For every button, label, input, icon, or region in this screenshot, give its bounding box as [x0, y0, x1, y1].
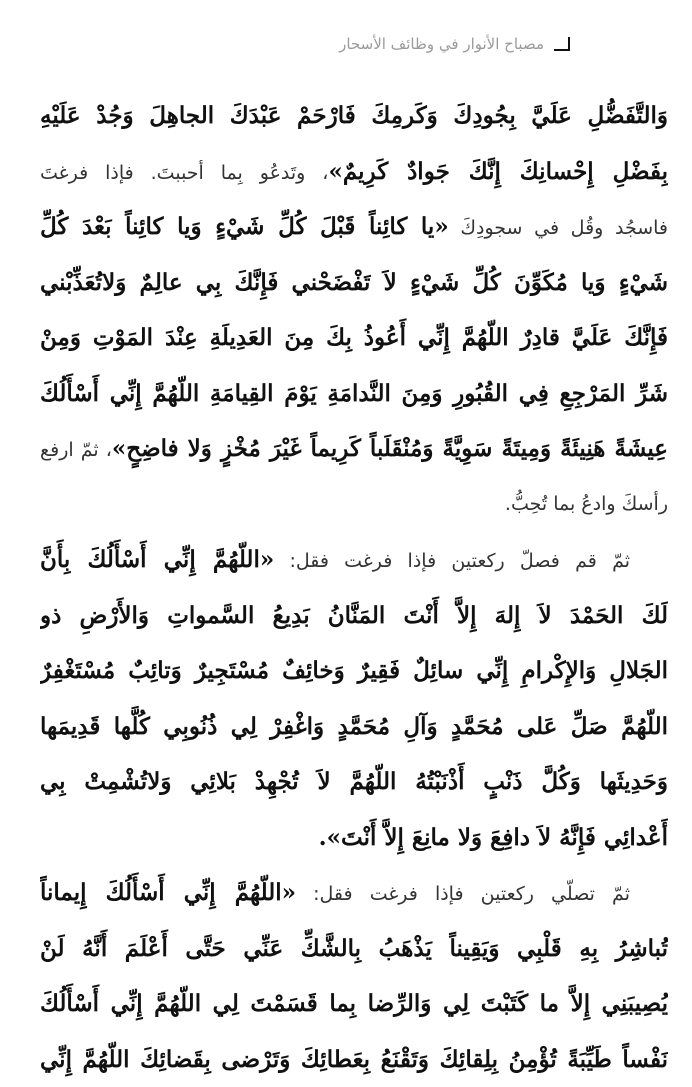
- text-line: [40, 532, 668, 588]
- page-header: [190, 30, 570, 58]
- text-line: [40, 421, 668, 477]
- instruction-text: فاسجُد وقُل في سجودِكَ: [449, 217, 668, 239]
- text-line: [40, 976, 668, 1032]
- page-body: [40, 88, 668, 1087]
- supplication-text: «يا كائِناً قَبْلَ كُلِّ شَيْءٍ وَيا كائِناً بَعْدَ كُلِّ: [40, 213, 449, 240]
- instruction-text: ، ثمّ ارفع: [40, 439, 112, 461]
- text-line: [40, 810, 668, 866]
- supplication-text: تُباشِرُ بِهِ قَلْبِي وَيَقِيناً يَذْهَبُ بِالشَّكِّ عَنِّي حَتَّى أَعْلَمَ أَنَّهُ لَنْ: [40, 935, 668, 962]
- instruction-text: رأسكَ وادعُ بما تُحِبُّ.: [505, 493, 668, 515]
- text-line: [40, 1032, 668, 1087]
- instruction-text: ثمّ قم فصلّ ركعتين فإذا فرغت فقل:: [274, 550, 630, 572]
- text-line: [40, 588, 668, 644]
- instruction-text: ، وتَدعُو بِما أحببتَ. فإذا فرغتَ: [40, 162, 328, 184]
- instruction-text: ثمّ تصلّي ركعتين فإذا فرغت فقل:: [296, 883, 630, 905]
- text-line: [40, 477, 668, 533]
- supplication-text: «اللّهُمَّ إِنِّي أَسْأَلُكَ بِأَنَّ: [40, 546, 274, 573]
- supplication-text: وَالتَّفَضُّلِ عَلَيَّ بِجُودِكَ وَكَرمِكَ فَارْحَمْ عَبْدَكَ الجاهِلَ وَجُدْ عَلَيْهِ: [40, 102, 668, 129]
- text-line: [40, 88, 668, 144]
- text-line: [40, 366, 668, 422]
- supplication-text: اللّهُمَّ صَلِّ عَلى مُحَمَّدٍ وَآلِ مُحَمَّدٍ وَاغْفِرْ لِي ذُنُوبِي كُلَّها قَدِيمَها: [40, 713, 668, 740]
- paragraph: [40, 865, 668, 1087]
- supplication-text: الجَلالِ وَالإِكْرامِ إِنِّي سائِلٌ فَقِيرٌ وَخائِفٌ مُسْتَجِيرٌ وَتائِبٌ مُسْتَغْفِرٌ: [40, 657, 668, 684]
- text-line: [40, 699, 668, 755]
- paragraph: [40, 88, 668, 532]
- supplication-text: بِفَضْلِ إِحْسانِكَ إِنَّكَ جَوادٌ كَرِيمٌ»: [328, 158, 668, 185]
- text-line: [40, 144, 668, 200]
- supplication-text: فَإِنَّكَ عَلَيَّ قادِرٌ اللّهُمَّ إِنِّي أَعُوذُ بِكَ مِنَ العَدِيلَةِ عِنْدَ المَوْتِ وَمِنْ: [40, 324, 668, 351]
- supplication-text: نَفْساً طَيِّبَةً تُؤْمِنُ بِلِقائِكَ وَتَقْنَعُ بِعَطائِكَ وَتَرْضى بِقَضائِكَ اللّهُمَّ إِنِّي: [40, 1046, 668, 1073]
- supplication-text: لَكَ الحَمْدَ لاَ إِلهَ إِلاَّ أَنْتَ المَنَّانُ بَدِيعُ السَّمواتِ وَالأَرْضِ ذو: [40, 602, 668, 629]
- text-line: [40, 865, 668, 921]
- supplication-text: شَرِّ المَرْجِعِ فِي القُبُورِ وَمِنَ النَّدامَةِ يَوْمَ القِيامَةِ اللّهُمَّ إِنِّي أَسْأَلُكَ: [40, 380, 668, 407]
- text-line: [40, 199, 668, 255]
- supplication-text: أَعْدائِي فَإِنَّهُ لاَ دافِعَ وَلا مانِعَ إِلاَّ أَنْتَ».: [319, 824, 668, 851]
- supplication-text: يُصِيبَنِي إِلاَّ ما كَتَبْتَ لِي وَالرِّضا بِما قَسَمْتَ لِي اللّهُمَّ إِنِّي أَسْأَلُكَ: [40, 990, 668, 1017]
- supplication-text: «اللّهُمَّ إِنِّي أَسْأَلُكَ إِيماناً: [40, 879, 296, 906]
- text-line: [40, 310, 668, 366]
- supplication-text: شَيْءٍ وَيا مُكَوِّنَ كُلِّ شَيْءٍ لاَ تَفْضَحْني فَإِنَّكَ بِي عالِمٌ وَلاتُعَذِّبْني: [40, 269, 668, 296]
- text-line: [40, 754, 668, 810]
- supplication-text: عِيشَةً هَنِيئَةً وَمِيتَةً سَوِيَّةً وَمُنْقَلَباً كَرِيماً غَيْرَ مُخْزٍ وَلا فاضِحٍ»: [112, 435, 668, 462]
- text-line: [40, 255, 668, 311]
- paragraph: [40, 532, 668, 865]
- text-line: [40, 921, 668, 977]
- text-line: [40, 643, 668, 699]
- supplication-text: وَحَدِيثَها وَكُلَّ ذَنْبٍ أَذْنَبْتُهُ اللّهُمَّ لاَ تُجْهِدْ بَلائِي وَلاتُشْمِتْ بِي: [40, 768, 668, 795]
- running-header-title: مصباح الأنوار في وظائف الأسحار: [339, 35, 544, 53]
- header-corner-mark: [554, 37, 570, 51]
